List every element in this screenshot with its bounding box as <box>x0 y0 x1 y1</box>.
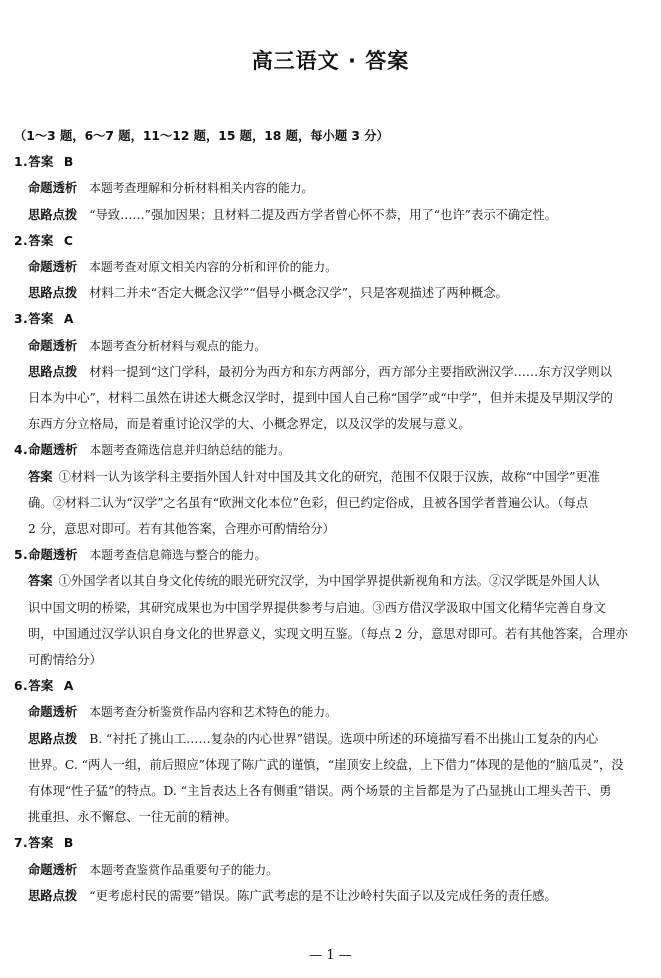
question-3-header <box>14 306 648 332</box>
question-5-answer-line: 明，中国通过汉学认识自身文化的世界意义，实现文明互鉴。（每点 2 分，意思对即可。若有其他答案，合理亦 <box>28 626 628 641</box>
question-1-header <box>14 149 648 175</box>
idea-text: B. “衬托了挑山工……复杂的内心世界”错误。选项中所述的环境描写看不出挑山工复杂的内心 <box>89 731 599 746</box>
idea-text: “更考虑村民的需要”错误。陈广武考虑的是不让沙岭村失面子以及完成任务的责任感。 <box>89 888 557 903</box>
answer-label: 答案 <box>28 469 53 484</box>
analysis-label: 命题透析 <box>28 443 78 458</box>
question-7-analysis <box>14 857 648 883</box>
idea-label: 思路点拨 <box>28 364 78 379</box>
answer-choice: A <box>63 312 74 327</box>
analysis-label: 命题透析 <box>28 260 78 275</box>
question-1-idea <box>14 202 648 228</box>
answer-text: ①材料一认为该学科主要指外国人针对中国及其文化的研究，范围不仅限于汉族，故称“中国学”更准 <box>58 469 600 484</box>
question-number: 6. <box>14 679 29 694</box>
question-6-idea-line: 有体现“性子猛”的特点。D. “主旨表达上各有侧重”错误。两个场景的主旨都是为了凸显挑山工埋头苦干、勇 <box>28 784 612 799</box>
analysis-text: 本题考查鉴赏作品重要句子的能力。 <box>89 862 278 877</box>
question-1-analysis <box>14 175 648 201</box>
question-number: 4. <box>14 443 29 458</box>
answer-choice: C <box>63 233 73 248</box>
analysis-text: 本题考查分析材料与观点的能力。 <box>89 338 267 353</box>
analysis-text: 本题考查分析鉴赏作品内容和艺术特色的能力。 <box>89 705 337 720</box>
question-number: 1. <box>14 155 29 170</box>
answer-choice: B <box>63 836 74 851</box>
analysis-label: 命题透析 <box>28 181 78 196</box>
question-number: 2. <box>14 233 29 248</box>
question-5-answer-line <box>14 568 648 594</box>
idea-text: “导致……”强加因果；且材料二提及西方学者曾心怀不恭，用了“也许”表示不确定性。 <box>89 207 558 222</box>
question-7-idea <box>14 883 648 909</box>
answer-choice: B <box>63 155 74 170</box>
question-5-answer-line: 可酌情给分） <box>28 653 102 668</box>
question-4-answer-line: 确。②材料二认为“汉学”之名虽有“欧洲文化本位”色彩，但已约定俗成，且被各国学者普遍公认。（每点 <box>28 495 589 510</box>
idea-label: 思路点拨 <box>28 286 78 301</box>
idea-label: 思路点拨 <box>28 207 78 222</box>
analysis-label: 命题透析 <box>28 705 78 720</box>
analysis-text: 本题考查对原文相关内容的分析和评价的能力。 <box>89 260 337 275</box>
question-2-header <box>14 228 648 254</box>
question-4-header <box>14 437 648 463</box>
analysis-label: 命题透析 <box>28 548 78 563</box>
idea-text: 材料一提到“这门学科，最初分为西方和东方两部分，西方部分主要指欧洲汉学……东方汉学则以 <box>89 364 612 379</box>
answer-label: 答案 <box>28 574 53 589</box>
idea-label: 思路点拨 <box>28 731 78 746</box>
question-6-idea-line: 世界。C. “两人一组，前后照应”体现了陈广武的谨慎，“崖顶安上绞盘，上下借力”体现的是他的“脑瓜灵”，没 <box>28 757 624 772</box>
question-3-idea-line: 东西方分立格局，而是着重讨论汉学的大、小概念界定，以及汉学的发展与意义。 <box>28 417 471 432</box>
analysis-text: 本题考查信息筛选与整合的能力。 <box>89 548 267 563</box>
page-title: 高三语文 · 答案 <box>251 49 410 73</box>
answer-label: 答案 <box>28 233 54 248</box>
question-2-analysis <box>14 254 648 280</box>
question-3-idea-line <box>14 359 648 385</box>
answer-label: 答案 <box>28 155 54 170</box>
page-number: — 1 — <box>309 948 352 963</box>
question-4-answer-line: 2 分，意思对即可。若有其他答案，合理亦可酌情给分） <box>28 522 335 537</box>
answer-content <box>14 123 648 909</box>
answer-choice: A <box>63 679 74 694</box>
analysis-label: 命题透析 <box>28 862 78 877</box>
question-number: 3. <box>14 312 29 327</box>
scoring-note: （1～3 题，6～7 题，11～12 题，15 题，18 题，每小题 3 分） <box>14 129 389 143</box>
question-2-idea <box>14 280 648 306</box>
idea-label: 思路点拨 <box>28 888 78 903</box>
question-3-analysis <box>14 333 648 359</box>
answer-label: 答案 <box>28 679 54 694</box>
question-6-header <box>14 673 648 699</box>
question-number: 5. <box>14 548 29 563</box>
analysis-label: 命题透析 <box>28 338 78 353</box>
question-5-header <box>14 542 648 568</box>
question-4-answer-line <box>14 464 648 490</box>
answer-label: 答案 <box>28 836 54 851</box>
question-7-header <box>14 830 648 856</box>
question-6-idea-line: 挑重担、永不懈怠、一往无前的精神。 <box>28 810 238 825</box>
question-6-analysis <box>14 699 648 725</box>
answer-label: 答案 <box>28 312 54 327</box>
analysis-text: 本题考查筛选信息并归纳总结的能力。 <box>89 443 290 458</box>
question-6-idea-line <box>14 726 648 752</box>
idea-text: 材料二并未“否定大概念汉学”“倡导小概念汉学”，只是客观描述了两种概念。 <box>89 286 508 301</box>
analysis-text: 本题考查理解和分析材料相关内容的能力。 <box>89 181 314 196</box>
answer-text: ①外国学者以其自身文化传统的眼光研究汉学，为中国学界提供新视角和方法。②汉学既是外国人认 <box>58 574 600 589</box>
question-number: 7. <box>14 836 29 851</box>
question-3-idea-line: 日本为中心”，材料二虽然在讲述大概念汉学时，提到中国人自己称“国学”或“中学”，但并未提及早期汉学的 <box>28 391 613 406</box>
question-5-answer-line: 识中国文明的桥梁，其研究成果也为中国学界提供参考与启迪。③西方借汉学汲取中国文化精华完善自身文 <box>28 600 606 615</box>
